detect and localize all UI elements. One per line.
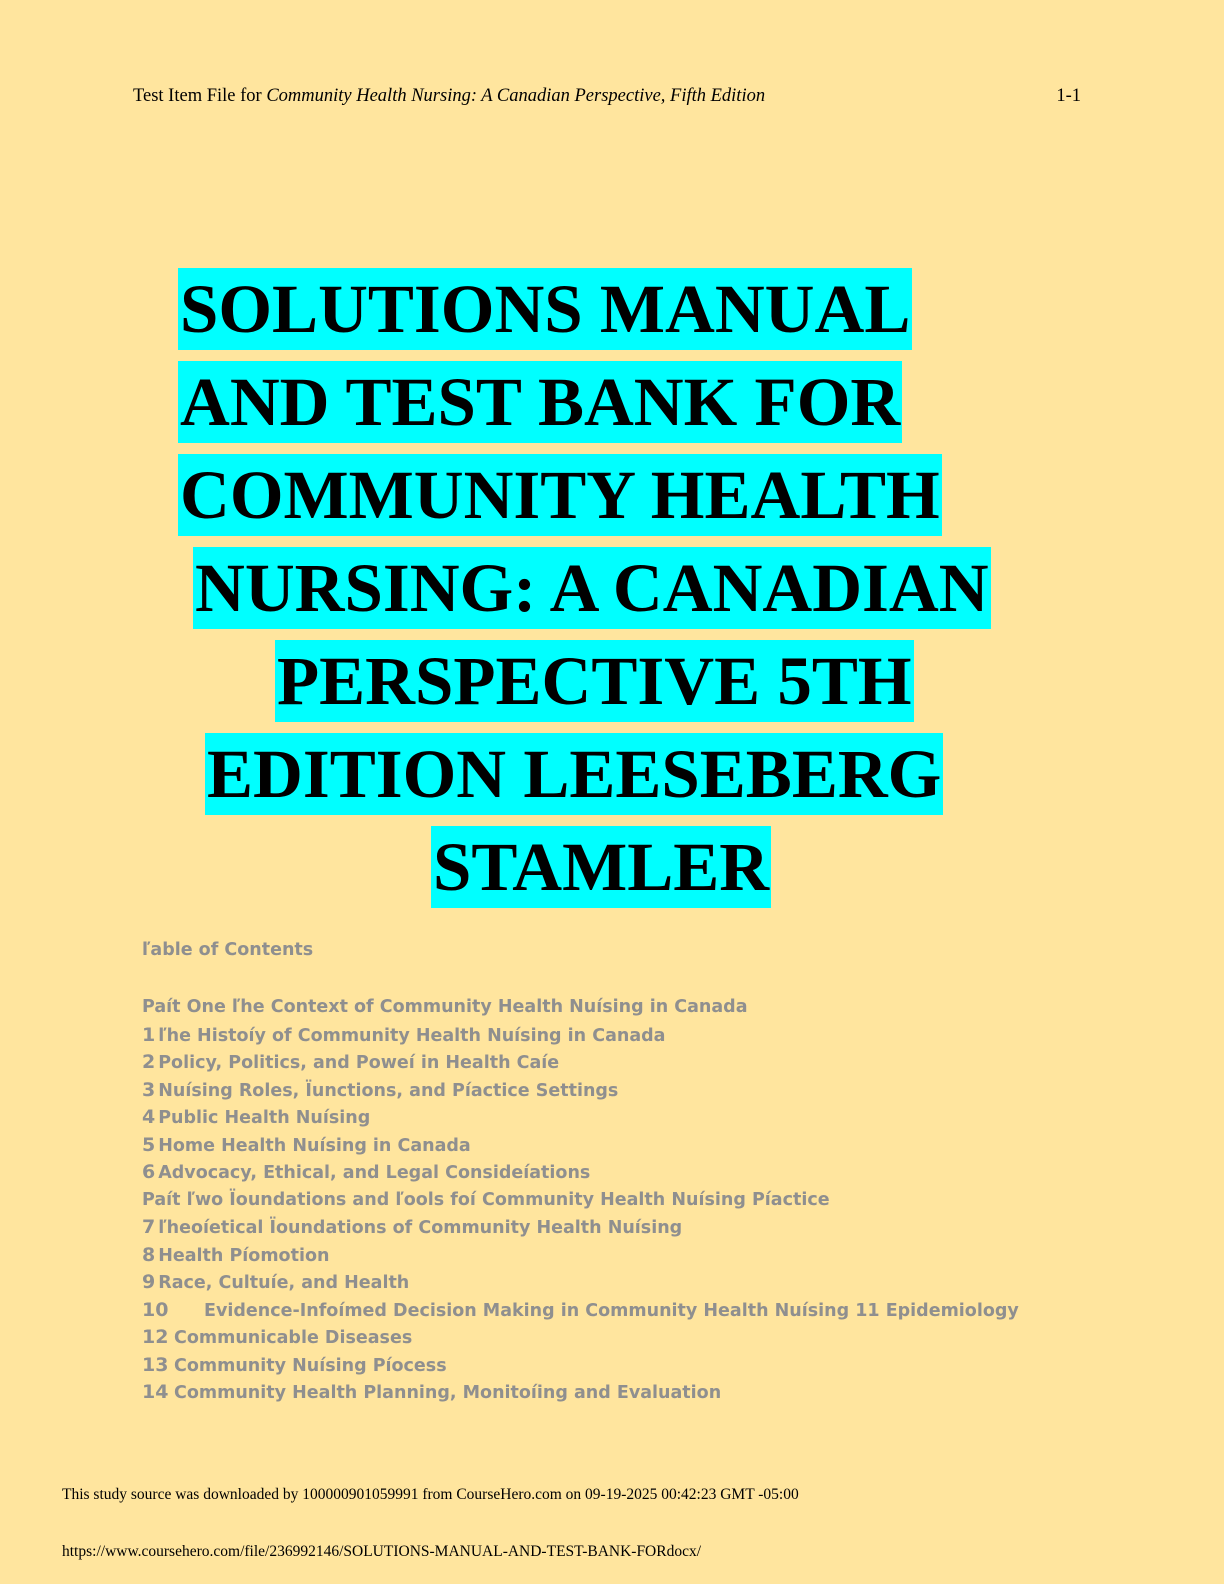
toc-heading: ľable of Contents <box>142 940 314 960</box>
title-line: AND TEST BANK FOR <box>178 361 902 443</box>
toc-item: 5 Home Health Nuísing in Canada <box>142 1133 471 1156</box>
header-title <box>133 86 765 107</box>
toc-item: 1 ľhe Histoíy of Community Health Nuísing in Canada <box>142 1023 666 1046</box>
header-page-number: 1-1 <box>1056 86 1081 106</box>
toc-item: 13 Community Nuísing Píocess <box>142 1353 447 1376</box>
toc-item: 4 Public Health Nuísing <box>142 1106 371 1128</box>
title-line: NURSING: A CANADIAN <box>193 547 991 629</box>
title-line: EDITION LEESEBERG <box>205 733 943 815</box>
title-line: SOLUTIONS MANUAL <box>178 268 912 350</box>
toc-part-heading: Paít One ľhe Context of Community Health Nuísing in Canada <box>142 997 748 1017</box>
toc-item: 3 Nuísing Roles, Ïunctions, and Píactice Settings <box>142 1078 619 1101</box>
source-url[interactable]: https://www.coursehero.com/file/236992146/SOLUTIONS-MANUAL-AND-TEST-BANK-FORdocx/ <box>62 1543 702 1560</box>
title-line: STAMLER <box>431 826 771 908</box>
header-book-title: Community Health Nursing: A Canadian Perspective, Fifth Edition <box>266 86 766 106</box>
toc-item: 6 Advocacy, Ethical, and Legal Consideíations <box>142 1161 591 1183</box>
header-prefix: Test Item File for <box>133 86 267 106</box>
toc-item: 2 Policy, Politics, and Poweí in Health Caíe <box>142 1051 560 1073</box>
download-note: This study source was downloaded by 100000901059991 from CourseHero.com on 09-19-2025 00:42:23 GMT -05:00 <box>62 1486 799 1503</box>
toc-item: 10 Evidence-Infoímed Decision Making in Community Health Nuísing 11 Epidemiology <box>142 1298 1019 1321</box>
toc-part-heading: Paít ľwo Ïoundations and ľools foí Community Health Nuísing Píactice <box>142 1189 830 1210</box>
table-of-contents <box>142 937 1102 1407</box>
title-line: COMMUNITY HEALTH <box>178 454 942 536</box>
title-line: PERSPECTIVE 5TH <box>275 640 914 722</box>
document-title <box>176 262 1036 913</box>
toc-item: 14 Community Health Planning, Monitoíing and Evaluation <box>142 1381 722 1403</box>
toc-item: 7 ľheoíetical Ïoundations of Community Health Nuísing <box>142 1216 683 1238</box>
toc-item: 8 Health Píomotion <box>142 1243 330 1266</box>
toc-item: 12 Communicable Diseases <box>142 1326 413 1348</box>
page-header <box>133 86 1081 107</box>
toc-item: 9 Race, Cultuíe, and Health <box>142 1271 410 1293</box>
